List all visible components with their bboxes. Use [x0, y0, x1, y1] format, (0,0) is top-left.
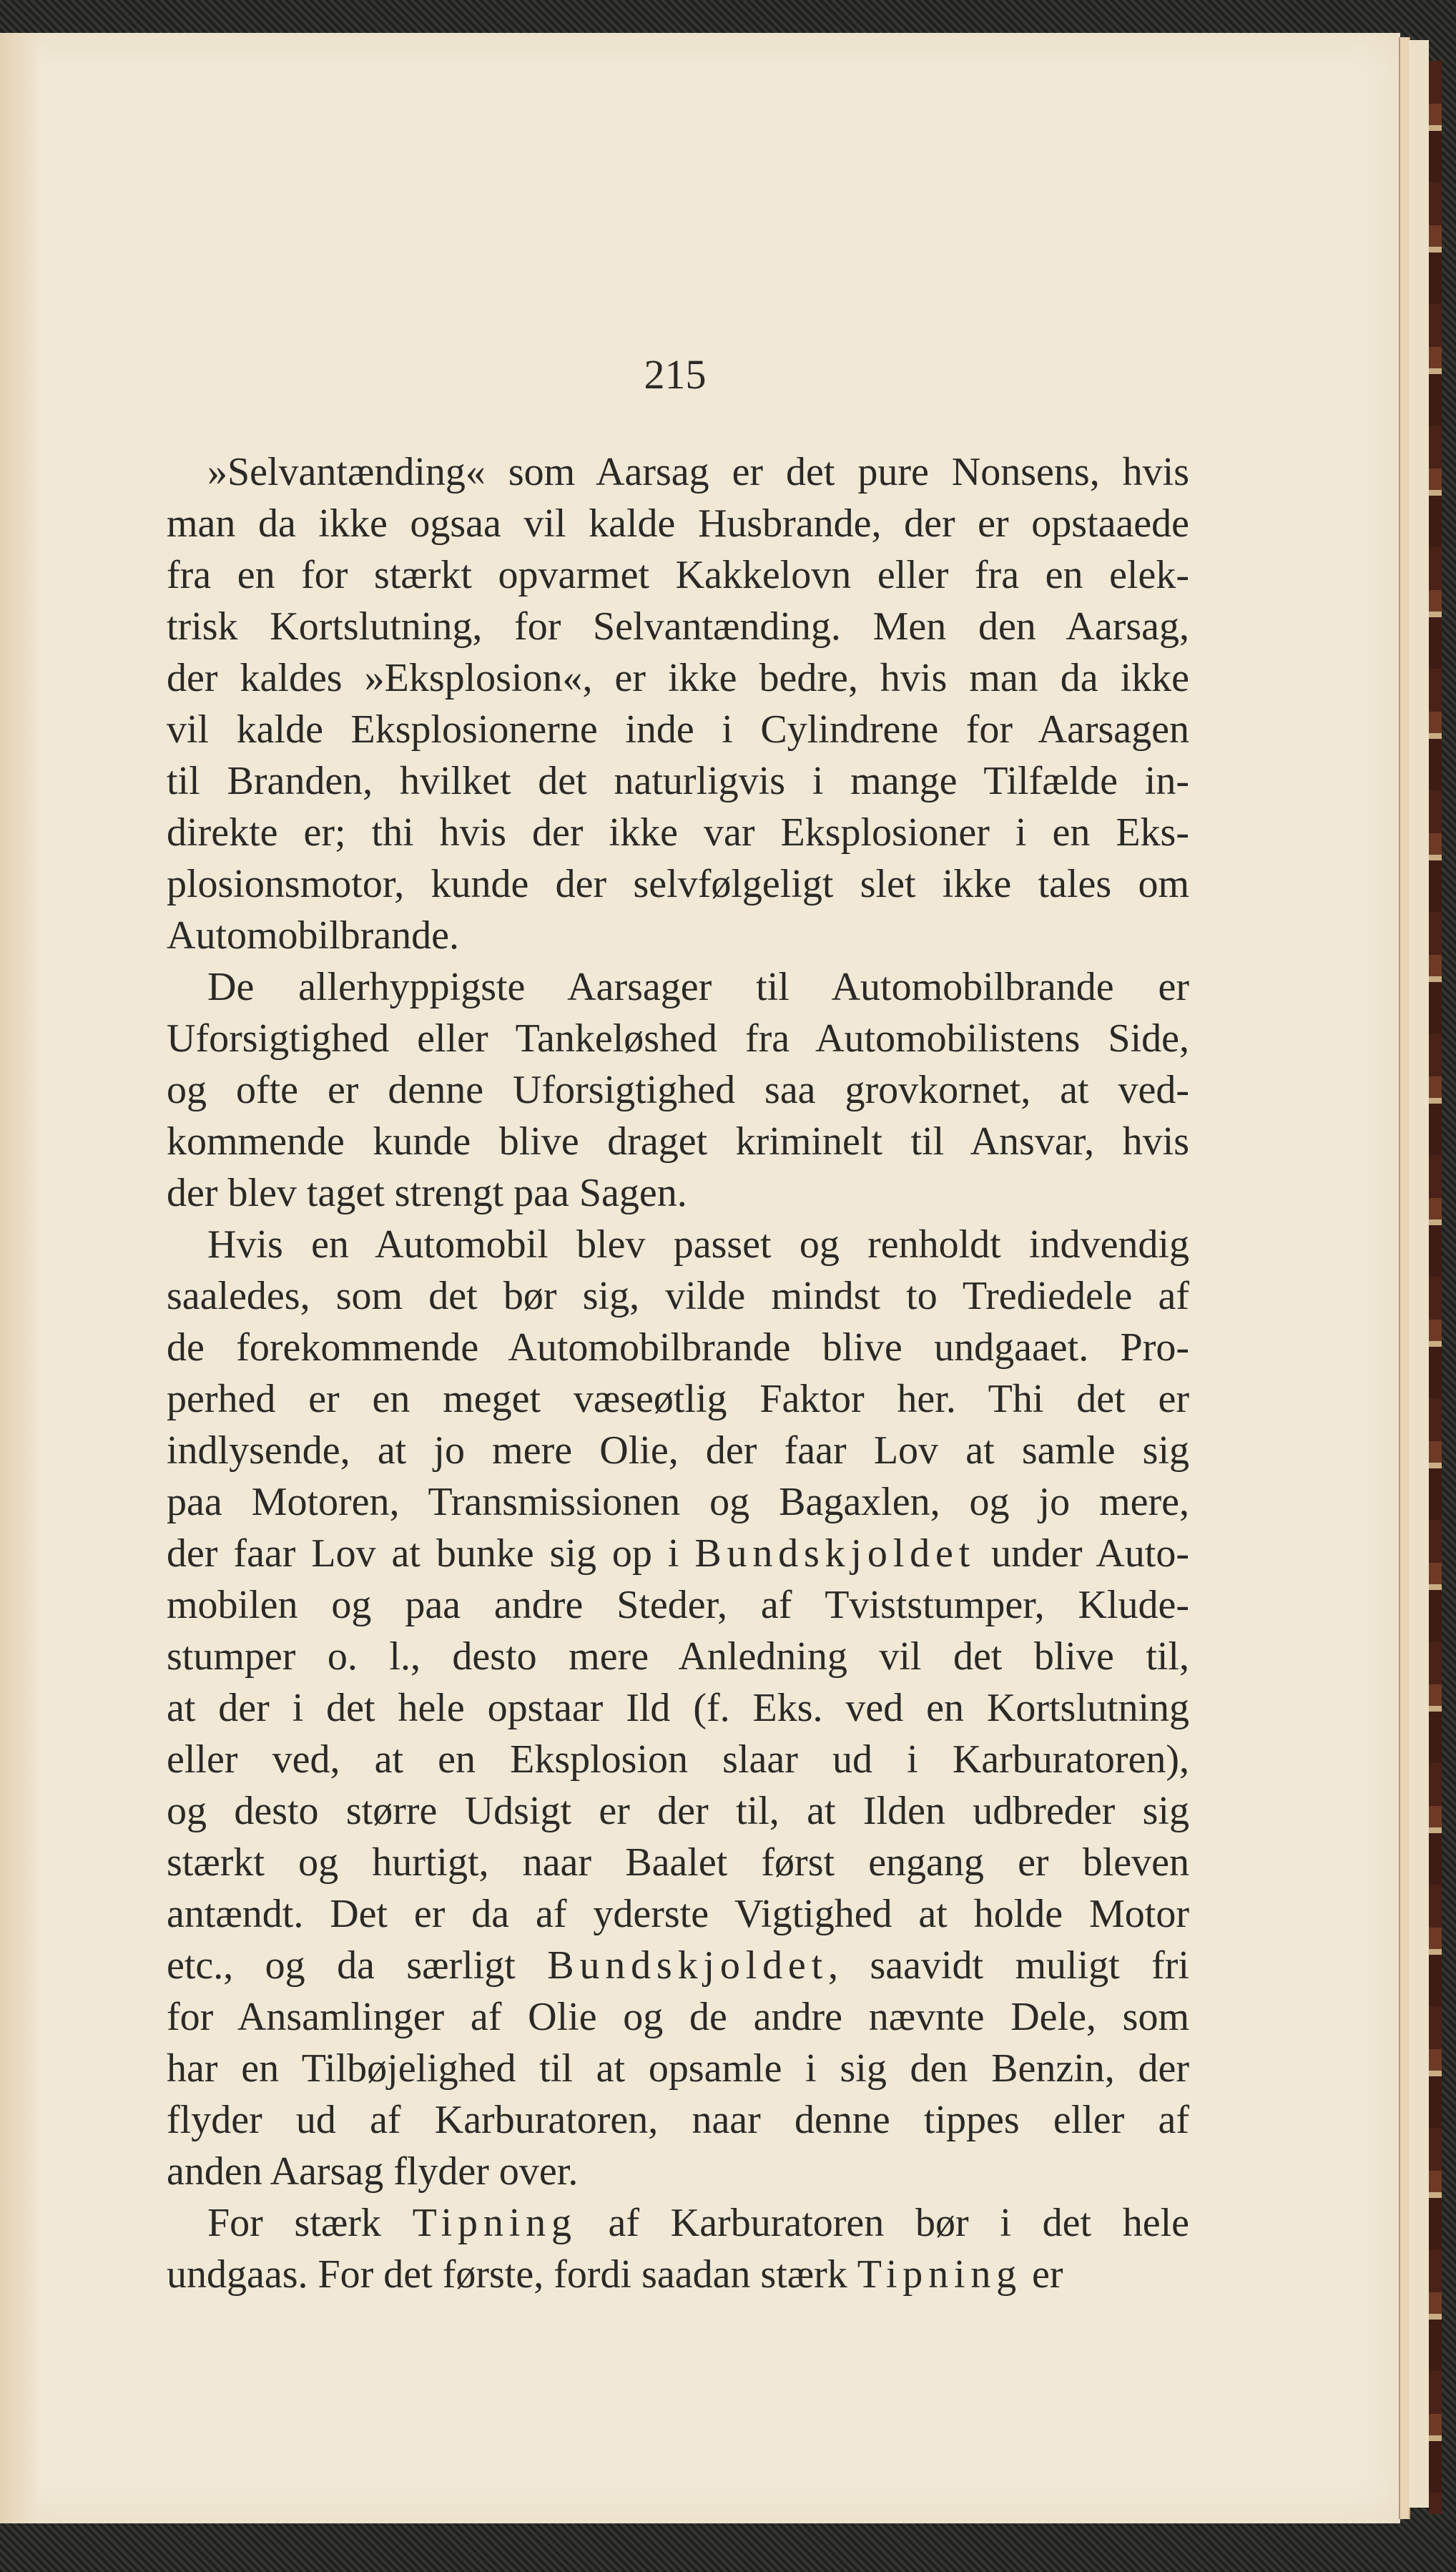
page-stack-edge: [1409, 40, 1429, 2508]
text-line: plosionsmotor, kunde der selvfølgeligt slet ikke tales om: [167, 862, 1189, 906]
paragraph: [167, 1219, 1189, 2197]
text-line: mobilen og paa andre Steder, af Tviststumper, Klude-: [167, 1583, 1189, 1627]
marbled-book-edge: [1429, 61, 1442, 2514]
text-line: De allerhyppigste Aarsager til Automobilbrande er: [207, 965, 1189, 1009]
text-line: saaledes, som det bør sig, vilde mindst to Trediedele af: [167, 1274, 1189, 1318]
text-line: flyder ud af Karburatoren, naar denne tippes eller af: [167, 2098, 1189, 2142]
emphasized-word: Tipning: [857, 2252, 1023, 2297]
text-line: kommende kunde blive draget kriminelt til Ansvar, hvis: [167, 1119, 1189, 1164]
text-line: at der i det hele opstaar Ild (f. Eks. ved en Kortslutning: [167, 1686, 1189, 1730]
text-line: For stærk Tipning af Karburatoren bør i det hele: [207, 2201, 1189, 2245]
paragraph: [167, 2197, 1189, 2300]
emphasized-word: Bundskjoldet: [547, 1943, 829, 1988]
text-line: og ofte er denne Uforsigtighed saa grovkornet, at ved-: [167, 1068, 1189, 1112]
text-line: til Branden, hvilket det naturligvis i mange Tilfælde in-: [167, 759, 1189, 803]
text-line: anden Aarsag flyder over.: [167, 2149, 579, 2194]
emphasized-word: Tipning: [412, 2201, 577, 2245]
text-line: vil kalde Eksplosionerne inde i Cylindrene for Aarsagen: [167, 707, 1189, 752]
text-line: indlysende, at jo mere Olie, der faar Lov at samle sig: [167, 1428, 1189, 1473]
paragraph: [167, 446, 1189, 961]
text-line: paa Motoren, Transmissionen og Bagaxlen, og jo mere,: [167, 1480, 1189, 1524]
text-line: eller ved, at en Eksplosion slaar ud i Karburatoren),: [167, 1737, 1189, 1782]
text-line: Hvis en Automobil blev passet og renholdt indvendig: [207, 1222, 1189, 1267]
gutter-shadow: [0, 33, 39, 2523]
body-text: [167, 446, 1189, 2300]
text-line: der blev taget strengt paa Sagen.: [167, 1171, 687, 1215]
paragraph: [167, 961, 1189, 1219]
emphasized-word: Bundskjoldet: [694, 1531, 976, 1576]
text-line: der faar Lov at bunke sig op i Bundskjoldet under Auto-: [167, 1531, 1189, 1576]
text-line: stærkt og hurtigt, naar Baalet først engang er bleven: [167, 1840, 1189, 1885]
text-line: perhed er en meget væseøtlig Faktor her. Thi det er: [167, 1377, 1189, 1421]
text-line: for Ansamlinger af Olie og de andre nævnte Dele, som: [167, 1995, 1189, 2039]
text-line: de forekommende Automobilbrande blive undgaaet. Pro-: [167, 1325, 1189, 1370]
text-line: stumper o. l., desto mere Anledning vil det blive til,: [167, 1634, 1189, 1679]
text-line: undgaas. For det første, fordi saadan stærk Tipning er: [167, 2252, 1063, 2297]
text-line: Automobilbrande.: [167, 913, 460, 958]
text-line: trisk Kortslutning, for Selvantænding. Men den Aarsag,: [167, 604, 1189, 649]
text-line: »Selvantænding« som Aarsag er det pure Nonsens, hvis: [207, 450, 1189, 494]
text-line: antændt. Det er da af yderste Vigtighed at holde Motor: [167, 1892, 1189, 1936]
text-line: har en Tilbøjelighed til at opsamle i sig den Benzin, der: [167, 2046, 1189, 2091]
text-line: fra en for stærkt opvarmet Kakkelovn eller fra en elek-: [167, 553, 1189, 597]
text-line: der kaldes »Eksplosion«, er ikke bedre, hvis man da ikke: [167, 656, 1189, 700]
text-line: direkte er; thi hvis der ikke var Eksplosioner i en Eks-: [167, 810, 1189, 855]
text-line: man da ikke ogsaa vil kalde Husbrande, der er opstaaede: [167, 501, 1189, 546]
text-line: Uforsigtighed eller Tankeløshed fra Automobilistens Side,: [167, 1016, 1189, 1061]
text-line: etc., og da særligt Bundskjoldet, saavidt muligt fri: [167, 1943, 1189, 1988]
page-number: 215: [644, 351, 707, 398]
text-line: og desto større Udsigt er der til, at Ilden udbreder sig: [167, 1789, 1189, 1833]
